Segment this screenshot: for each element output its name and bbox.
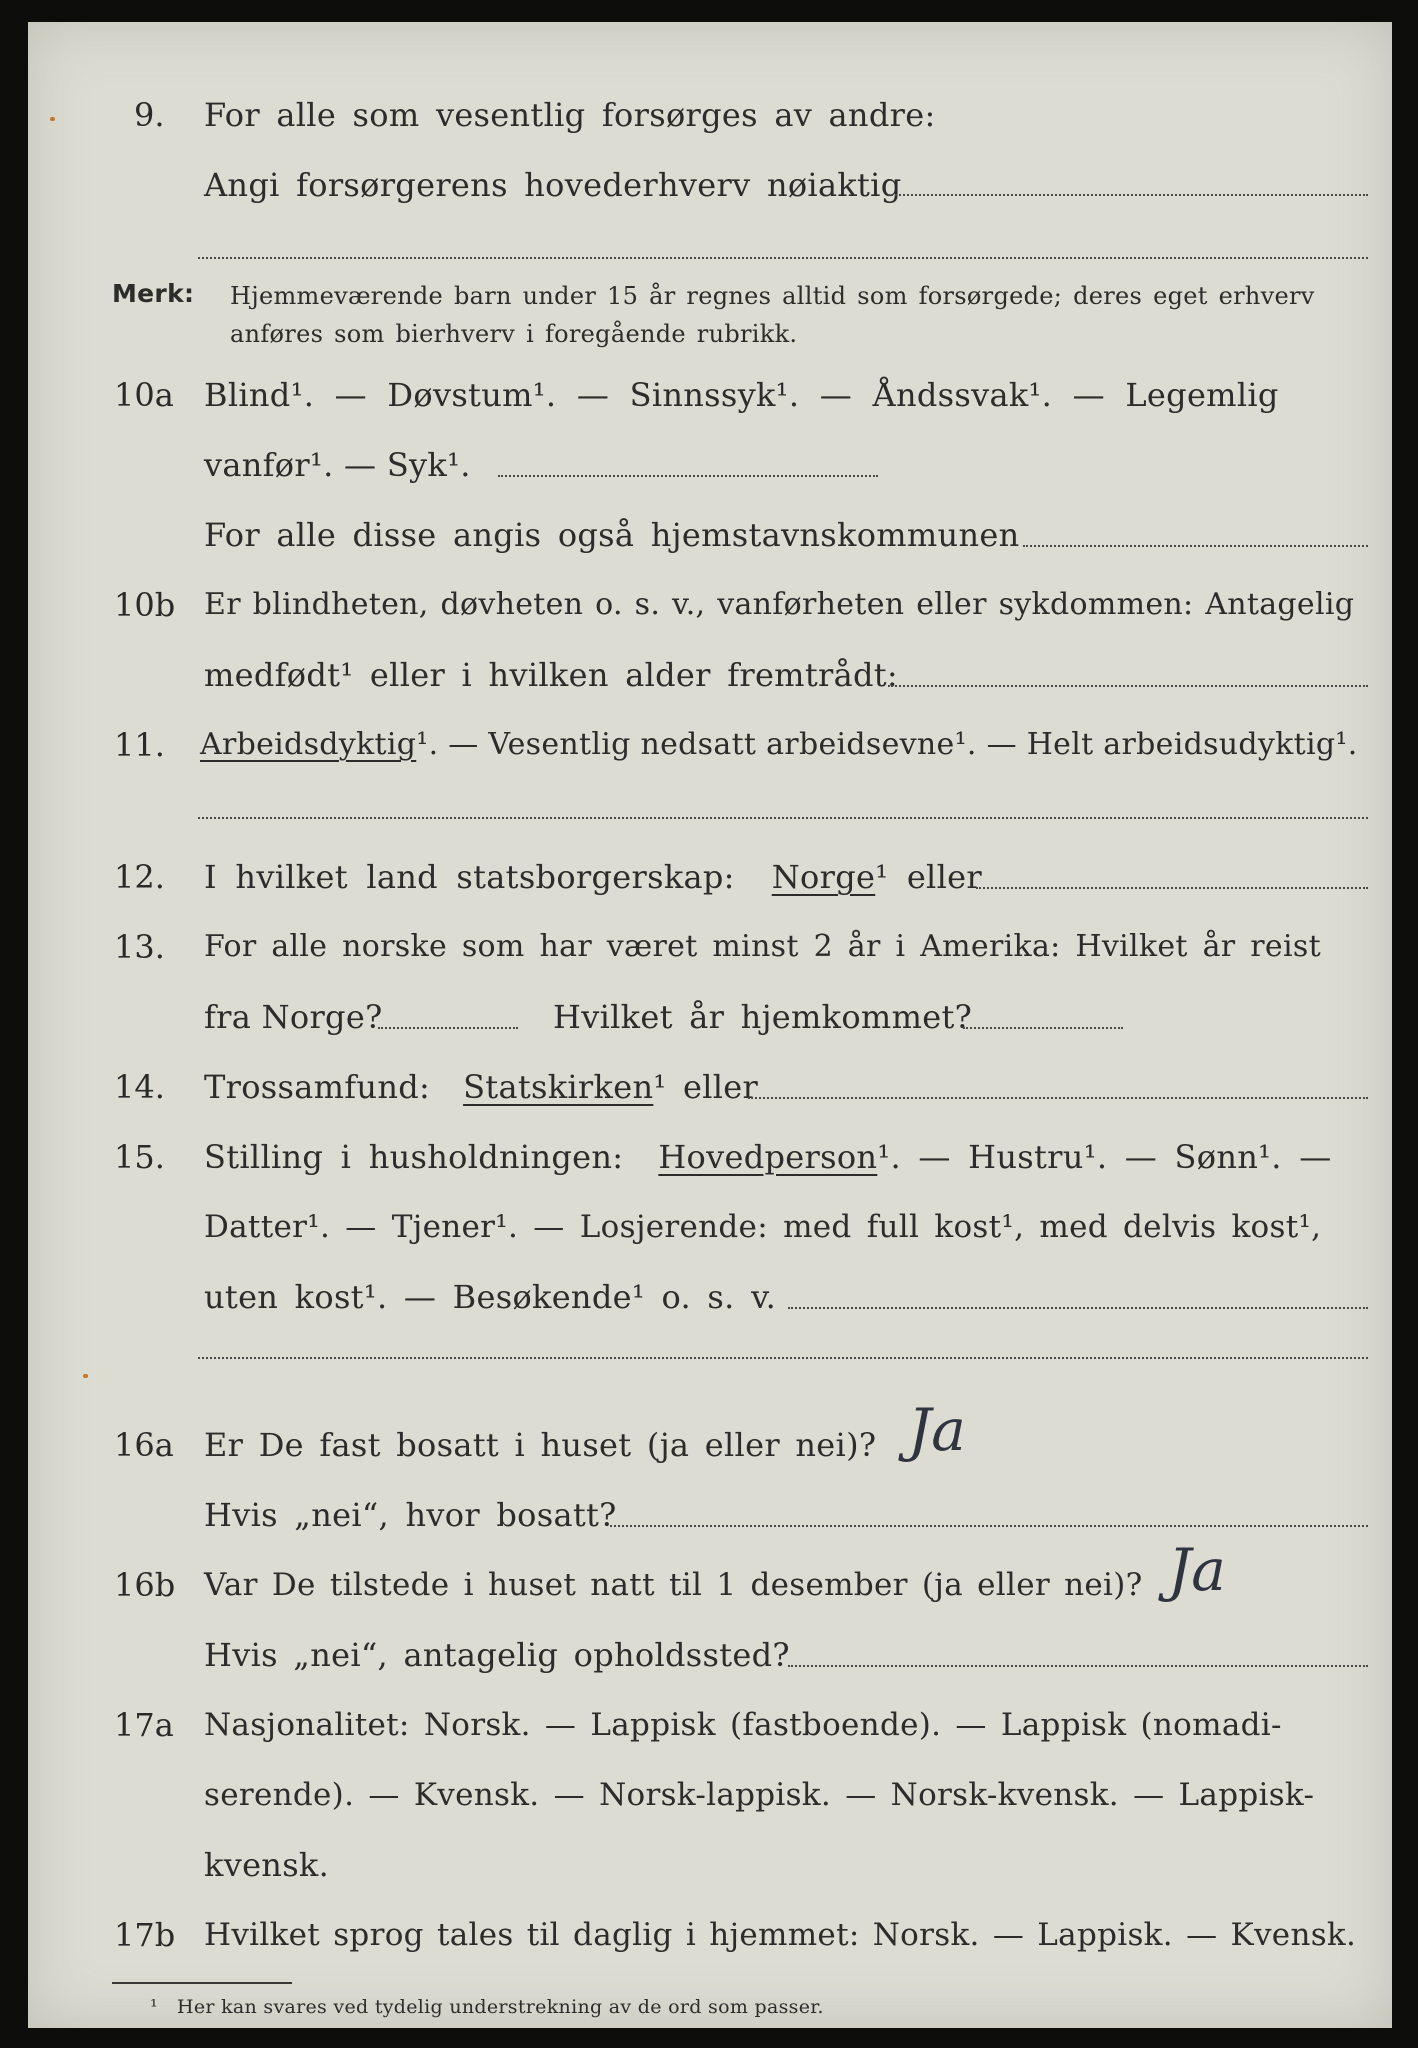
question-number: 10b <box>114 586 176 624</box>
question-number: 12. <box>114 858 165 896</box>
q17a-line3: kvensk. <box>204 1846 330 1884</box>
q11-line <box>200 720 1358 770</box>
footnote-rule <box>112 1982 292 1984</box>
q15-pre: Stilling i husholdningen: <box>204 1138 624 1176</box>
question-number: 17a <box>114 1706 174 1744</box>
q10a-line3: For alle disse angis også hjemstavnskommunen <box>204 516 1020 554</box>
question-number: 17b <box>114 1916 176 1954</box>
q10b-line1: Er blindheten, døvheten o. s. v., vanførheten eller sykdommen: Antagelig <box>204 587 1355 622</box>
q10a-line2: vanfør¹. — Syk¹. <box>204 446 471 484</box>
q12-pre: I hvilket land statsborgerskap: <box>204 858 735 896</box>
merk-label: Merk: <box>112 279 195 308</box>
footnote <box>150 1992 824 2022</box>
q11-extra-line[interactable] <box>198 817 1368 819</box>
q14-answer-line[interactable] <box>748 1097 1368 1099</box>
q17b-line1: Hvilket sprog tales til daglig i hjemmet: Norsk. — Lappisk. — Kvensk. <box>204 1917 1357 1953</box>
q16b-answer-line[interactable] <box>788 1665 1368 1667</box>
q14-selected-option[interactable]: Statskirken <box>463 1068 654 1106</box>
q15-selected-option[interactable]: Hovedperson <box>658 1138 878 1176</box>
q9-extra-answer-line[interactable] <box>198 257 1368 259</box>
q13-line2a: fra Norge? <box>204 998 383 1036</box>
footnote-mark: ¹ <box>150 1996 158 2018</box>
q12-answer-line[interactable] <box>976 887 1368 889</box>
q10a-line1: Blind¹. — Døvstum¹. — Sinnssyk¹. — Åndssvak¹. — Legemlig <box>204 376 1279 414</box>
q10a-answer-line[interactable] <box>498 475 878 477</box>
merk-line2: anføres som bierhverv i foregående rubrikk. <box>230 320 798 348</box>
q9-line1: For alle som vesentlig forsørges av andre: <box>204 96 936 134</box>
question-number: 15. <box>114 1138 165 1176</box>
q13-hjemkommet-line[interactable] <box>963 1027 1123 1029</box>
q15-answer-line[interactable] <box>788 1307 1368 1309</box>
q9-line2: Angi forsørgerens hovederhverv nøiaktig <box>204 166 902 204</box>
paper-speck <box>50 117 55 121</box>
q16a-line2: Hvis „nei“, hvor bosatt? <box>204 1496 617 1534</box>
q15-line1 <box>204 1132 1332 1182</box>
q11-selected-option[interactable]: Arbeidsdyktig <box>200 727 417 762</box>
q13-reist-line[interactable] <box>378 1027 518 1029</box>
q15-post: ¹. — Hustru¹. — Sønn¹. — <box>877 1138 1332 1176</box>
q16b-line2: Hvis „nei“, antagelig opholdssted? <box>204 1636 790 1674</box>
question-number: 16a <box>114 1426 174 1464</box>
question-number: 11. <box>114 726 165 764</box>
q16b-handwritten-answer[interactable]: Ja <box>1168 1536 1226 1604</box>
q15-line3: uten kost¹. — Besøkende¹ o. s. v. <box>204 1278 777 1316</box>
q14-pre: Trossamfund: <box>204 1068 431 1106</box>
paper-speck <box>83 1374 88 1378</box>
question-number: 14. <box>114 1068 165 1106</box>
q9-answer-line[interactable] <box>888 194 1368 196</box>
q14-post: ¹ eller <box>653 1068 759 1106</box>
q10b-answer-line[interactable] <box>888 685 1368 687</box>
q14-line <box>204 1062 758 1112</box>
q10a-hjemstavn-line[interactable] <box>1023 545 1368 547</box>
q13-line1: For alle norske som har været minst 2 år i Amerika: Hvilket år reist <box>204 929 1321 964</box>
question-number: 9. <box>134 96 165 134</box>
q15-extra-line[interactable] <box>198 1357 1368 1359</box>
q16a-line1: Er De fast bosatt i huset (ja eller nei)? <box>204 1426 877 1464</box>
q10b-line2: medfødt¹ eller i hvilken alder fremtrådt: <box>204 656 898 694</box>
q12-selected-option[interactable]: Norge <box>771 858 876 896</box>
footnote-text: Her kan svares ved tydelig understrekning av de ord som passer. <box>176 1996 824 2018</box>
q11-rest: ¹. — Vesentlig nedsatt arbeidsevne¹. — Helt arbeidsudyktig¹. <box>416 727 1358 762</box>
question-number: 16b <box>114 1566 176 1604</box>
q16b-line1: Var De tilstede i huset natt til 1 desember (ja eller nei)? <box>204 1567 1143 1603</box>
question-number: 10a <box>114 376 174 414</box>
q13-line2b: Hvilket år hjemkommet? <box>553 998 973 1036</box>
q17a-line1: Nasjonalitet: Norsk. — Lappisk (fastboende). — Lappisk (nomadi- <box>204 1707 1282 1743</box>
q12-post: ¹ eller <box>875 858 982 896</box>
q12-line <box>204 852 982 902</box>
census-form-page <box>28 22 1392 2028</box>
q16a-handwritten-answer[interactable]: Ja <box>908 1396 966 1464</box>
q17a-line2: serende). — Kvensk. — Norsk-lappisk. — Norsk-kvensk. — Lappisk- <box>204 1777 1315 1813</box>
merk-line1: Hjemmeværende barn under 15 år regnes alltid som forsørgede; deres eget erhverv <box>230 282 1315 310</box>
q15-line2: Datter¹. — Tjener¹. — Losjerende: med full kost¹, med delvis kost¹, <box>204 1209 1322 1245</box>
question-number: 13. <box>114 928 165 966</box>
q16a-answer-line[interactable] <box>610 1525 1368 1527</box>
